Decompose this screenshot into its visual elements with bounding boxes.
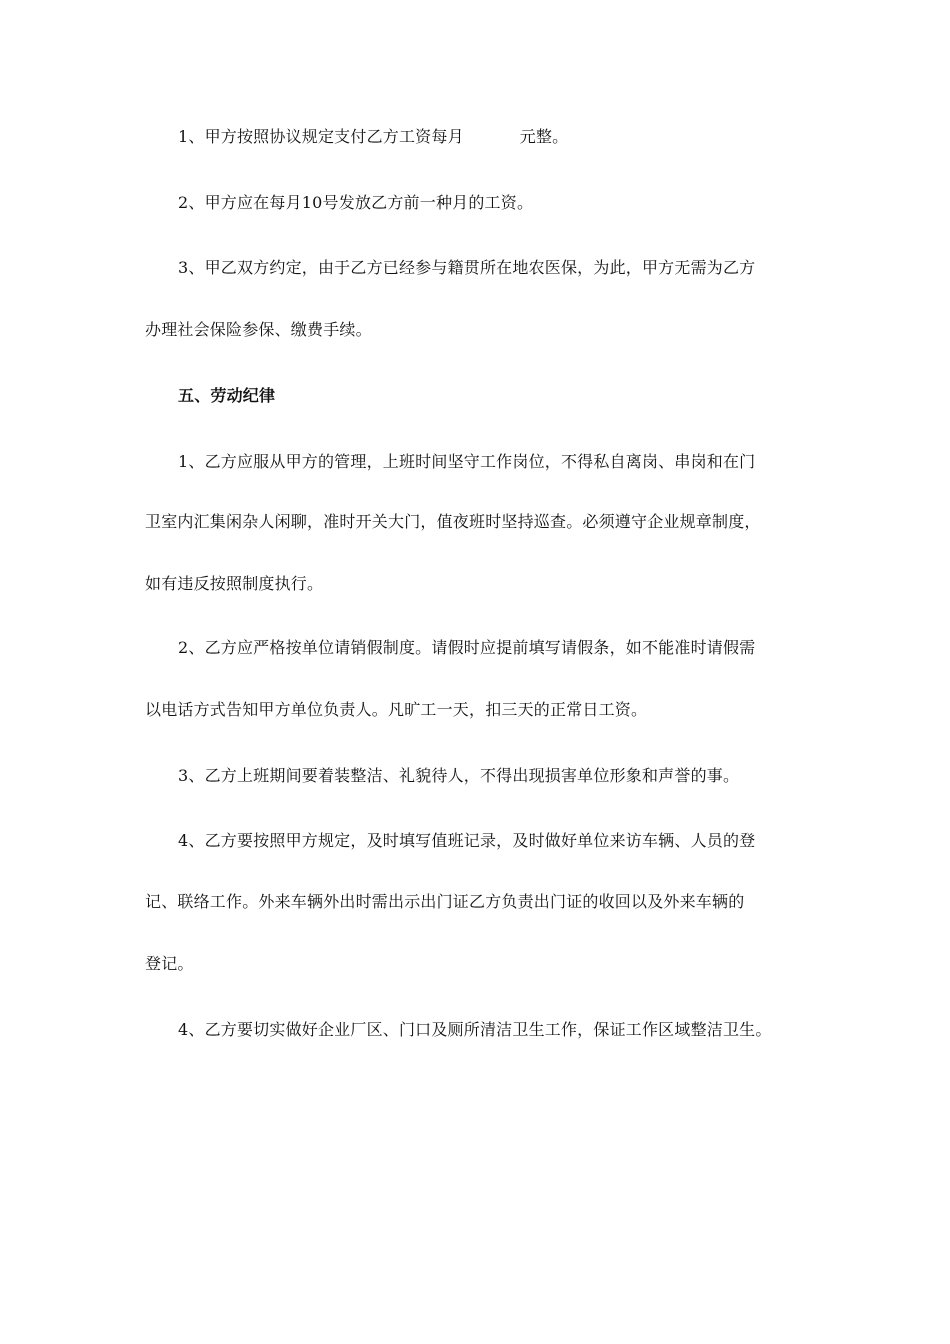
rule-4b: 4、乙方要切实做好企业厂区、门口及厕所清洁卫生工作，保证工作区域整洁卫生。 (178, 1020, 772, 1039)
rule-3: 3、乙方上班期间要着装整洁、礼貌待人，不得出现损害单位形象和声誉的事。 (178, 766, 740, 785)
rule-4a-line3: 登记。 (145, 954, 194, 973)
rule-2-line1: 2、乙方应严格按单位请销假制度。请假时应提前填写请假条，如不能准时请假需 (178, 638, 756, 657)
pay-item-1-suffix: 元整。 (519, 127, 569, 146)
pay-item-1 (178, 127, 568, 147)
rule-1-line1: 1、乙方应服从甲方的管理，上班时间坚守工作岗位，不得私自离岗、串岗和在门 (178, 452, 756, 471)
pay-item-1-text: 1、甲方按照协议规定支付乙方工资每月 (178, 127, 464, 146)
rule-4a-line1: 4、乙方要按照甲方规定，及时填写值班记录，及时做好单位来访车辆、人员的登 (178, 831, 756, 850)
rule-1-line3: 如有违反按照制度执行。 (145, 574, 324, 593)
rule-4a-line2: 记、联络工作。外来车辆外出时需出示出门证乙方负责出门证的收回以及外来车辆的 (145, 892, 745, 911)
pay-item-3-line2: 办理社会保险参保、缴费手续。 (145, 320, 372, 339)
section-heading-labor-discipline: 五、劳动纪律 (178, 386, 276, 405)
pay-item-2: 2、甲方应在每月10号发放乙方前一种月的工资。 (178, 193, 534, 212)
rule-2-line2: 以电话方式告知甲方单位负责人。凡旷工一天，扣三天的正常日工资。 (145, 700, 648, 719)
pay-item-3-line1: 3、甲乙双方约定，由于乙方已经参与籍贯所在地农医保，为此，甲方无需为乙方 (178, 258, 756, 277)
rule-1-line2: 卫室内汇集闲杂人闲聊，准时开关大门，值夜班时坚持巡查。必须遵守企业规章制度， (145, 512, 761, 531)
